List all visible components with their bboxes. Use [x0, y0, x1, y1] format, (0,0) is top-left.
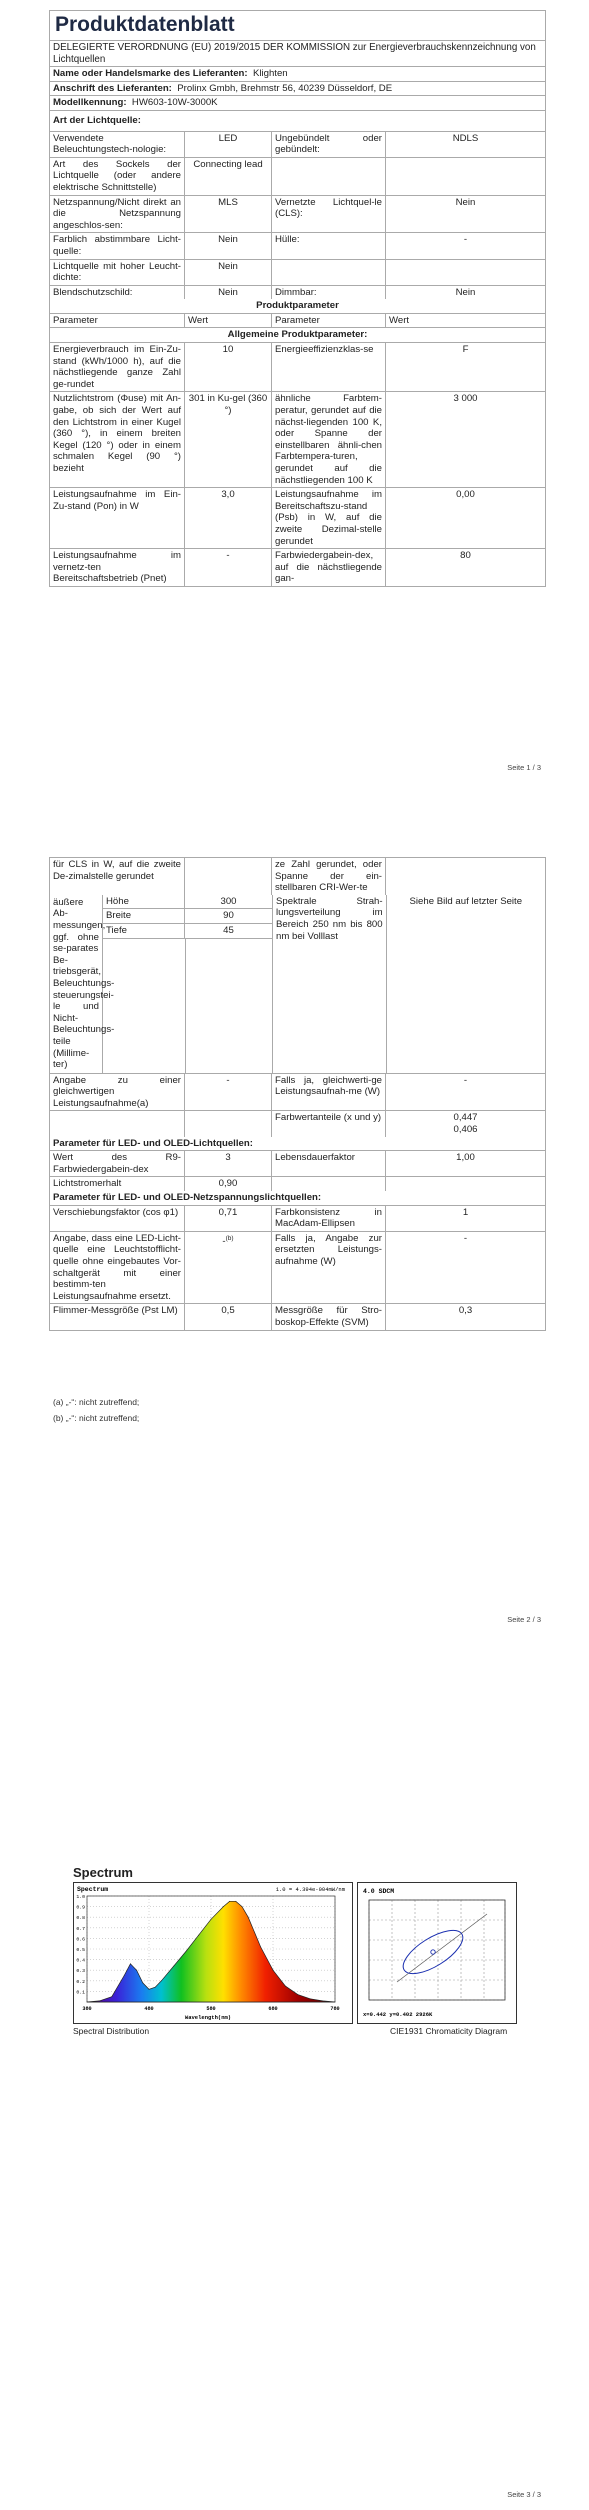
cie-chromaticity-chart	[357, 1882, 517, 2024]
cie-header: 4.0 SDCM	[363, 1888, 395, 1895]
param-value-2: F	[462, 344, 469, 356]
param-name-2: Farbkonsistenz in MacAdam-Ellipsen	[272, 1206, 386, 1231]
caption-cie-diagram: CIE1931 Chromaticity Diagram	[390, 2026, 508, 2036]
param-name	[50, 1111, 185, 1136]
param-value: 0,71	[185, 1206, 272, 1231]
param-value: Nein	[185, 260, 272, 285]
col-param-1: Parameter	[50, 314, 185, 328]
y-tick-label: 0.3	[76, 1969, 85, 1975]
param-name: Angabe, dass eine LED-Licht-quelle eine Leuchtstofflicht-quelle ohne eingebautes Vor-schaltgerät mit einer bestimm-ten Leistungsaufnahme ersetzt.	[50, 1232, 185, 1304]
param-name: Angabe zu einer gleichwertigen Leistungsaufnahme(a)	[50, 1074, 185, 1111]
dimension-name: Tiefe	[103, 924, 185, 938]
spectral-distribution-chart	[73, 1882, 353, 2024]
product-params-header: Produktparameter	[256, 300, 339, 312]
param-value: 0,90	[185, 1177, 272, 1191]
dimension-value: 45	[223, 924, 234, 936]
param-value: Nein	[185, 233, 272, 258]
equiv-rows	[50, 1074, 545, 1137]
col-param-2: Parameter	[272, 314, 386, 328]
param-value: Nein	[185, 286, 272, 300]
param-value-2	[386, 260, 545, 285]
param-value: 10	[185, 343, 272, 391]
y-tick-label: 0.5	[76, 1948, 85, 1953]
datasheet-table-continued	[49, 857, 546, 1331]
dimension-row	[103, 924, 272, 939]
y-tick-label: 0.6	[76, 1937, 85, 1943]
spectrum-point	[235, 1901, 236, 1902]
model-label: Modellkennung:	[53, 97, 127, 109]
spectrum-point	[335, 2002, 336, 2003]
led-params-header: Parameter für LED- und OLED-Lichtquellen:	[53, 1137, 253, 1149]
param-name-2: ähnliche Farbtem-peratur, gerundet auf die nächst-liegenden 100 K, oder Spanne der einstellbaren ähnli-chen Farbtempera-turen, gerundet auf die nächstliegenden 100 K	[272, 392, 386, 487]
chart-panel-label: Spectrum	[77, 1886, 109, 1893]
param-value-2	[386, 158, 545, 195]
param-row	[50, 1074, 545, 1112]
param-name-2	[272, 260, 386, 285]
spectrum-point	[136, 1970, 137, 1971]
spectrum-point	[124, 1975, 125, 1976]
param-name: Verwendete Beleuchtungstech-nologie:	[50, 132, 185, 157]
param-name: Flimmer-Messgröße (Pst LM)	[50, 1304, 185, 1329]
param-value	[185, 1111, 272, 1136]
supplier-address-label: Anschrift des Lieferanten:	[53, 82, 172, 94]
continued-row	[50, 858, 545, 895]
continued-row	[50, 858, 545, 895]
model-value: HW603-10W-3000K	[131, 97, 218, 109]
param-name-2: Dimmbar:	[272, 286, 386, 300]
supplier-address-row	[50, 82, 545, 96]
param-name-2: Lebensdauerfaktor	[272, 1151, 386, 1176]
param-name-2: Energieeffizienzklas-se	[272, 343, 386, 391]
y-tick-label: 0.2	[76, 1979, 85, 1985]
led-row	[50, 1177, 545, 1191]
spectrum-point	[87, 2002, 88, 2003]
param-value-2: -	[463, 1074, 468, 1086]
supplier-name-value: Klighten	[252, 68, 288, 80]
spectrum-point	[149, 1989, 150, 1990]
page-2	[0, 850, 589, 1640]
dimension-row	[103, 909, 272, 924]
param-value-2: Nein	[455, 196, 476, 208]
spectrum-point	[242, 1906, 243, 1907]
y-tick-label: 0.8	[76, 1916, 85, 1922]
param-value: -	[185, 549, 272, 586]
type-row	[50, 132, 545, 158]
param-name-2: Falls ja, gleichwerti-ge Leistungsaufnah-me (W)	[272, 1074, 386, 1111]
spectrum-point	[155, 1987, 156, 1988]
param-value: 3	[185, 1151, 272, 1176]
param-value-2: 80	[460, 550, 471, 562]
param-value: 3,0	[185, 488, 272, 548]
spectrum-point	[248, 1917, 249, 1918]
spectrum-point	[273, 1970, 274, 1971]
x-tick-label: 780	[330, 2006, 340, 2012]
param-name-2: Farbwiedergabein-dex, auf die nächstliegende gan-	[272, 549, 386, 586]
dimension-name: Breite	[103, 909, 185, 923]
param-name-2	[272, 158, 386, 195]
spectrum-point	[130, 1963, 131, 1964]
spectrum-point	[211, 1919, 212, 1920]
param-name: Blendschutzschild:	[50, 286, 185, 300]
supplier-name-row	[50, 67, 545, 81]
spectrum-point	[173, 1966, 174, 1967]
param-name-2: Vernetzte Lichtquel-le (CLS):	[272, 196, 386, 233]
y-tick-label: 0.7	[76, 1926, 85, 1932]
led-rows	[50, 1151, 545, 1191]
type-row	[50, 196, 545, 234]
page-number: Seite 3 / 3	[507, 2490, 541, 2499]
param-value: -	[185, 1074, 272, 1111]
type-rows	[50, 132, 545, 300]
model-row	[50, 96, 545, 110]
param-name: Lichtquelle mit hoher Leucht-dichte:	[50, 260, 185, 285]
param-row	[50, 549, 545, 586]
page-title: Produktdatenblatt	[50, 11, 545, 41]
x-tick-label: 480	[144, 2006, 154, 2012]
dimension-filler-cell	[103, 939, 186, 1073]
x-tick-label: 380	[82, 2006, 92, 2012]
y-tick-label: 1.0	[76, 1895, 85, 1900]
param-name: für CLS in W, auf die zweite De-zimalstelle gerundet	[50, 858, 185, 895]
param-name: Lichtstromerhalt	[50, 1177, 185, 1191]
type-row	[50, 158, 545, 196]
param-name-2: Messgröße für Stro-boskop-Effekte (SVM)	[272, 1304, 386, 1329]
spectrum-point	[186, 1951, 187, 1952]
param-row	[50, 488, 545, 549]
spectrum-point	[223, 1906, 224, 1907]
param-value: 301 in Ku-gel (360 °)	[185, 392, 272, 487]
spectrum-point	[99, 2001, 100, 2002]
spectrum-point	[111, 1996, 112, 1997]
param-name-2: Leistungsaufnahme im Bereitschaftszu-stand (Psb) in W, auf die zweite Dezimal-stelle gerundet	[272, 488, 386, 548]
param-value-2: 1	[462, 1206, 469, 1218]
param-name-2: Ungebündelt oder gebündelt:	[272, 132, 386, 157]
param-name-2	[272, 1177, 386, 1191]
param-row	[50, 1111, 545, 1136]
type-row	[50, 286, 545, 300]
param-value-2: 3 000	[453, 393, 478, 405]
spectrum-point	[285, 1986, 286, 1987]
param-value-2: 0,3	[458, 1305, 473, 1317]
chart-panel-info: 1.0 = 4.394e-004mW/nm	[275, 1886, 345, 1893]
supplier-name-label: Name oder Handelsmarke des Lieferanten:	[53, 68, 248, 80]
param-value-2: 0,00	[456, 489, 475, 501]
mains-row	[50, 1206, 545, 1232]
page-1	[0, 0, 589, 790]
x-tick-label: 680	[268, 2006, 278, 2012]
param-value-2	[386, 1177, 545, 1191]
general-params-header: Allgemeine Produktparameter:	[227, 329, 368, 341]
y-tick-label: 0.1	[76, 1990, 85, 1996]
spectrum-point	[260, 1947, 261, 1948]
param-value-2	[386, 858, 545, 895]
param-name: Leistungsaufnahme im vernetz-ten Bereitschaftsbetrieb (Pnet)	[50, 549, 185, 586]
col-value-2: Wert	[389, 314, 410, 326]
param-rows	[50, 343, 545, 586]
mains-rows	[50, 1206, 545, 1330]
type-row	[50, 260, 545, 286]
datasheet-table	[49, 10, 546, 587]
param-name: Nutzlichtstrom (Φuse) mit An-gabe, ob sich der Wert auf den Lichtstrom in einer Kugel (360 °), in einem breiten Kegel (120 °) oder in einem schmalen Kegel (90 °) bezieht	[50, 392, 185, 487]
param-value: MLS	[185, 196, 272, 233]
dimension-value: 90	[223, 910, 234, 922]
dimension-filler	[103, 939, 272, 1073]
param-name: Energieverbrauch im Ein-Zu-stand (kWh/1000 h), auf die nächstliegende ganze Zahl ge-rundet	[50, 343, 185, 391]
param-name: Verschiebungsfaktor (cos φ1)	[50, 1206, 185, 1231]
dimension-value: 300	[220, 895, 237, 907]
page-number: Seite 2 / 3	[507, 1615, 541, 1624]
type-row	[50, 233, 545, 259]
param-value: Connecting lead	[185, 158, 272, 195]
param-value	[185, 858, 272, 895]
footnote-b: (b) „-“: nicht zutreffend;	[53, 1413, 140, 1423]
footnote-a: (a) „-“: nicht zutreffend;	[53, 1397, 140, 1407]
spectrum-point	[161, 1980, 162, 1981]
param-value-2: NDLS	[452, 132, 479, 144]
column-header-row	[50, 314, 545, 329]
mains-params-header: Parameter für LED- und OLED-Netzspannungslichtquellen:	[53, 1192, 322, 1204]
param-name: Wert des R9-Farbwiedergabein-dex	[50, 1151, 185, 1176]
param-name-2: Hülle:	[272, 233, 386, 258]
cie-footer: x=0.442 y=0.402 2926K	[363, 2011, 433, 2018]
param-row	[50, 392, 545, 488]
regulation-text: DELEGIERTE VERORDNUNG (EU) 2019/2015 DER KOMMISSION zur Energieverbrauchskennzeichnung von Lichtquellen	[53, 42, 536, 65]
mains-row	[50, 1232, 545, 1305]
page-3	[0, 1700, 589, 2510]
param-value-2: -	[463, 234, 468, 246]
param-name: Farblich abstimmbare Licht-quelle:	[50, 233, 185, 258]
param-name-2: Farbwertanteile (x und y)	[272, 1111, 386, 1136]
param-name: Leistungsaufnahme im Ein-Zu-stand (Pon) in W	[50, 488, 185, 548]
dimensions-row	[50, 895, 545, 1074]
param-value-2: 1,00	[456, 1152, 475, 1164]
cie-frame	[358, 1883, 517, 2024]
param-row	[50, 343, 545, 392]
mains-row	[50, 1304, 545, 1329]
param-name-2: Falls ja, Angabe zur ersetzten Leistungs-aufnahme (W)	[272, 1232, 386, 1304]
col-value-1: Wert	[185, 314, 272, 328]
spectrum-point	[322, 2001, 323, 2002]
param-name: Netzspannung/Nicht direkt an die Netzspannung angeschlos-sen:	[50, 196, 185, 233]
param-name-2: ze Zahl gerundet, oder Spanne der ein-stellbaren CRI-Wer-te	[272, 858, 386, 895]
y-tick-label: 0.9	[76, 1905, 85, 1911]
type-header: Art der Lichtquelle:	[53, 114, 141, 126]
supplier-address-value: Prolinx Gmbh, Brehmstr 56, 40239 Düsseldorf, DE	[177, 82, 393, 94]
spectrum-point	[310, 1998, 311, 1999]
param-value: -$^{(b)}$	[185, 1232, 272, 1304]
page-number: Seite 1 / 3	[507, 763, 541, 772]
x-tick-label: 580	[206, 2006, 216, 2012]
param-value: LED	[185, 132, 272, 157]
spectral-value: Siehe Bild auf letzter Seite	[409, 895, 523, 907]
param-value: 0,5	[185, 1304, 272, 1329]
spectral-label: Spektrale Strah-lungsverteilung im Bereich 250 nm bis 800 nm bei Volllast	[273, 895, 387, 1073]
spectrum-point	[297, 1994, 298, 1995]
x-axis-label: Wavelength(nm)	[184, 2014, 232, 2021]
led-row	[50, 1151, 545, 1177]
y-tick-label: 0.4	[76, 1958, 85, 1964]
param-name: Art des Sockels der Lichtquelle (oder andere elektrische Schnittstelle)	[50, 158, 185, 195]
caption-spectral-distribution: Spectral Distribution	[73, 2026, 150, 2036]
spectrum-point	[142, 1983, 143, 1984]
param-value-2: -	[463, 1232, 468, 1244]
dimension-name: Höhe	[103, 895, 185, 909]
spectrum-title: Spectrum	[73, 1865, 133, 1880]
dimension-row	[103, 895, 272, 910]
spectrum-point	[198, 1935, 199, 1936]
dimensions-label: äußere Ab-messungen, ggf. ohne se-parates Be-triebsgerät, Beleuchtungs-steuerungstei-le und Nicht-Beleuchtungs-teile (Millime-ter)	[50, 895, 103, 1073]
spectrum-point	[229, 1901, 230, 1902]
param-value-2: 0,447 0,406	[453, 1112, 478, 1136]
param-value-2: Nein	[455, 286, 476, 298]
dimensions-values	[103, 895, 273, 1073]
